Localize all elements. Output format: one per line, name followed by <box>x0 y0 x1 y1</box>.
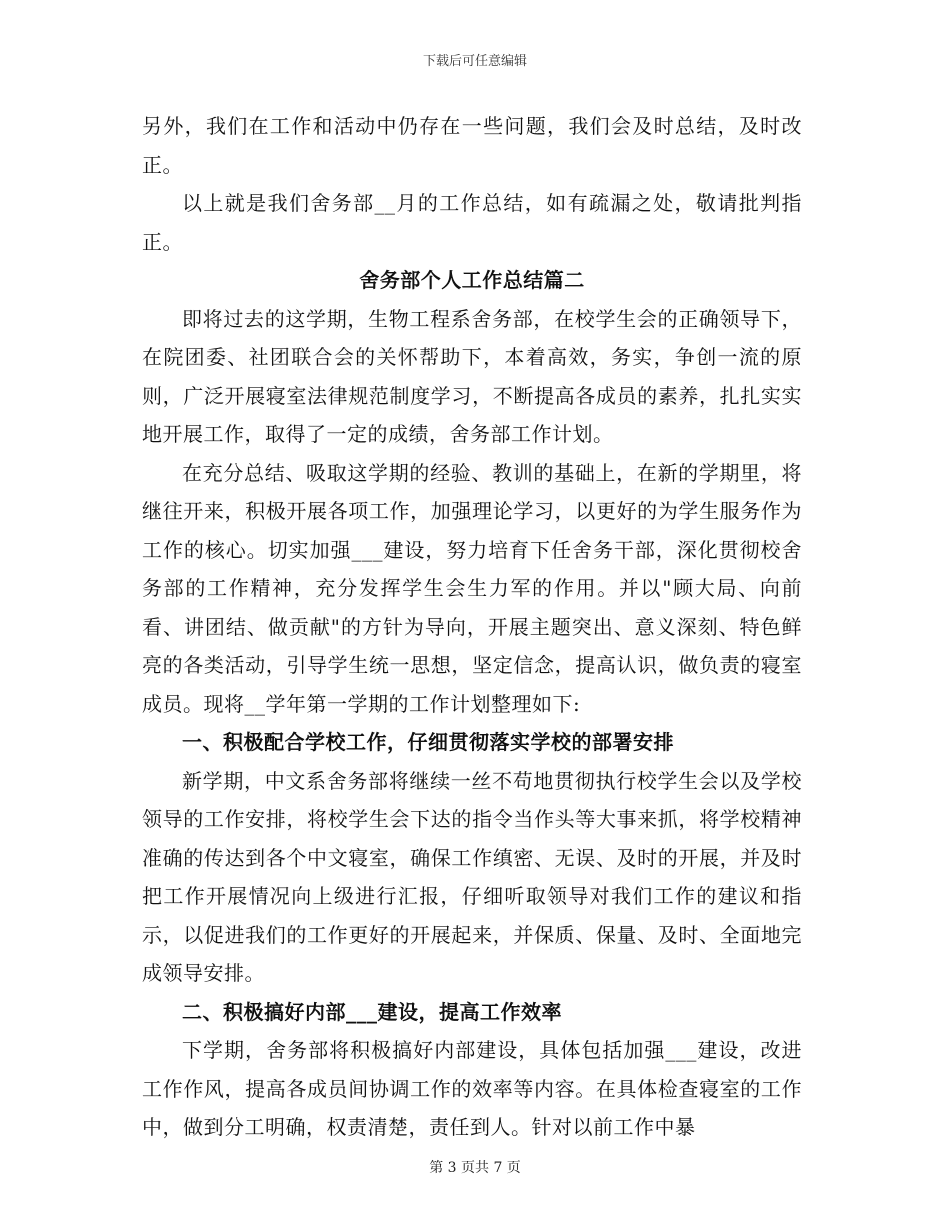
paragraph: 下学期，舍务部将积极搞好内部建设，具体包括加强___建设，改进工作作风，提高各成员间协调工作的效率等内容。在具体检查寝室的工作中，做到分工明确，权责清楚，责任到人。针对以前工作中暴 <box>142 1038 802 1139</box>
section-heading: 二、积极搞好内部___建设，提高工作效率 <box>182 999 562 1024</box>
document-body <box>142 107 802 1147</box>
paragraph: 在充分总结、吸取这学期的经验、教训的基础上，在新的学期里，将继往开来，积极开展各项工作，加强理论学习，以更好的为学生服务作为工作的核心。切实加强___建设，努力培育下任舍务干部，深化贯彻校舍务部的工作精神，充分发挥学生会生力军的作用。并以"顾大局、向前看、讲团结、做贡献"的方针为导向，开展主题突出、意义深刻、特色鲜亮的各类活动，引导学生统一思想，坚定信念，提高认识，做负责的寝室成员。现将__学年第一学期的工作计划整理如下: <box>142 460 802 716</box>
page-header: 下载后可任意编辑 <box>422 54 527 69</box>
page-number: 第 3 页共 7 页 <box>429 1160 521 1176</box>
section-heading: 一、积极配合学校工作，仔细贯彻落实学校的部署安排 <box>182 730 674 754</box>
paragraph: 新学期，中文系舍务部将继续一丝不苟地贯彻执行校学生会以及学校领导的工作安排，将校学生会下达的指令当作头等大事来抓，将学校精神准确的传达到各个中文寝室，确保工作缜密、无误、及时的开展，并及时把工作开展情况向上级进行汇报，仔细听取领导对我们工作的建议和指示，以促进我们的工作更好的开展起来，并保质、保量、及时、全面地完成领导安排。 <box>142 768 802 985</box>
paragraph: 以上就是我们舍务部__月的工作总结，如有疏漏之处，敬请批判指正。 <box>142 191 802 254</box>
paragraph: 即将过去的这学期，生物工程系舍务部，在校学生会的正确领导下，在院团委、社团联合会的关怀帮助下，本着高效，务实，争创一流的原则，广泛开展寝室法律规范制度学习，不断提高各成员的素养，扎扎实实地开展工作，取得了一定的成绩，舍务部工作计划。 <box>142 306 802 446</box>
section-title: 舍务部个人工作总结篇二 <box>359 268 585 292</box>
paragraph-continued: 另外，我们在工作和活动中仍存在一些问题，我们会及时总结，及时改正。 <box>142 114 802 177</box>
